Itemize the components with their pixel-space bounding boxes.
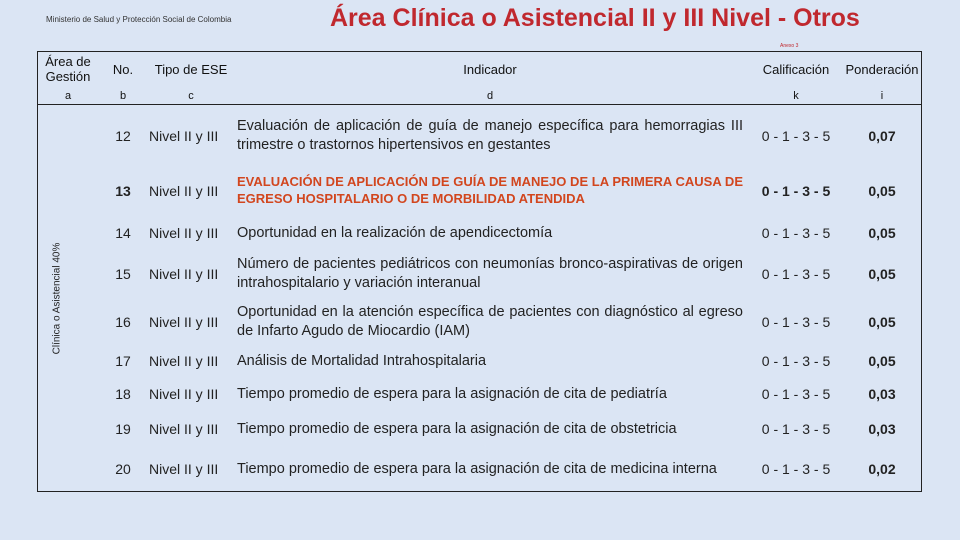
row-ponderacion: 0,02 [868,461,896,477]
row-ponderacion: 0,05 [868,225,896,241]
row-calificacion: 0 - 1 - 3 - 5 [761,225,831,241]
row-no: 17 [115,353,131,369]
table-row [38,250,921,298]
code-c: c [188,90,194,102]
header-ponderacion: Ponderación [845,61,919,77]
row-indicador: Oportunidad en la atención específica de pacientes con diagnóstico al egreso de Infarto Agudo de Miocardio (IAM) [237,304,743,339]
header-divider [38,104,921,105]
row-indicador: Tiempo promedio de espera para la asignación de cita de pediatría [237,385,667,402]
row-tipo: Nivel II y III [149,183,219,199]
table-row [38,412,921,446]
row-tipo: Nivel II y III [149,225,219,241]
header-no: No. [112,61,134,77]
row-indicador: EVALUACIÓN DE APLICACIÓN DE GUÍA DE MANEJO DE LA PRIMERA CAUSA DE EGRESO HOSPITALARIO O DE MORBILIDAD ATENDIDA [237,174,743,206]
row-calificacion: 0 - 1 - 3 - 5 [761,314,831,330]
row-calificacion: 0 - 1 - 3 - 5 [761,183,831,199]
table-row [38,298,921,346]
row-no: 15 [115,266,131,282]
code-i: i [880,90,884,102]
table-row [38,446,921,492]
row-ponderacion: 0,07 [868,128,896,144]
row-no: 12 [115,128,131,144]
row-calificacion: 0 - 1 - 3 - 5 [761,353,831,369]
row-no: 18 [115,386,131,402]
row-tipo: Nivel II y III [149,128,219,144]
table-row [38,346,921,376]
row-tipo: Nivel II y III [149,421,219,437]
page-title: Área Clínica o Asistencial II y III Nivel - Otros [330,4,860,32]
table-row [38,376,921,412]
row-tipo: Nivel II y III [149,461,219,477]
row-no: 16 [115,314,131,330]
row-calificacion: 0 - 1 - 3 - 5 [761,128,831,144]
row-ponderacion: 0,05 [868,314,896,330]
row-calificacion: 0 - 1 - 3 - 5 [761,266,831,282]
row-indicador: Número de pacientes pediátricos con neumonías bronco-aspirativas de origen intrahospitalario y variación interanual [237,256,743,291]
row-indicador: Tiempo promedio de espera para la asignación de cita de medicina interna [237,460,717,477]
header-tipo: Tipo de ESE [154,61,228,77]
row-tipo: Nivel II y III [149,353,219,369]
table-row [38,166,921,216]
area-gestion-text: Clínica o Asistencial 40% [51,242,63,354]
row-tipo: Nivel II y III [149,266,219,282]
row-indicador: Oportunidad en la realización de apendicectomía [237,224,553,241]
header-indicador: Indicador [463,61,517,77]
row-no: 14 [115,225,131,241]
row-no: 13 [115,183,131,199]
row-indicador: Análisis de Mortalidad Intrahospitalaria [237,352,487,369]
row-tipo: Nivel II y III [149,314,219,330]
anexo-label: Anexo 3 [780,43,799,49]
row-calificacion: 0 - 1 - 3 - 5 [761,386,831,402]
row-ponderacion: 0,05 [868,353,896,369]
code-k: k [793,90,799,102]
code-b: b [119,90,127,102]
code-a: a [64,90,72,102]
row-ponderacion: 0,03 [868,386,896,402]
row-ponderacion: 0,05 [868,183,896,199]
row-calificacion: 0 - 1 - 3 - 5 [761,461,831,477]
row-no: 19 [115,421,131,437]
row-no: 20 [115,461,131,477]
row-indicador: Tiempo promedio de espera para la asignación de cita de obstetricia [237,420,677,437]
ministry-label: Ministerio de Salud y Protección Social de Colombia [46,15,232,24]
table-row [38,216,921,250]
code-d: d [486,90,494,102]
row-indicador: Evaluación de aplicación de guía de manejo específica para hemorragias III trimestre o trastornos hipertensivos en gestantes [237,118,743,153]
row-calificacion: 0 - 1 - 3 - 5 [761,421,831,437]
indicator-table [37,51,922,492]
header-area: Área de Gestión [45,54,91,84]
row-ponderacion: 0,03 [868,421,896,437]
table-row [38,106,921,166]
row-ponderacion: 0,05 [868,266,896,282]
header-calificacion: Calificación [762,61,830,77]
row-tipo: Nivel II y III [149,386,219,402]
